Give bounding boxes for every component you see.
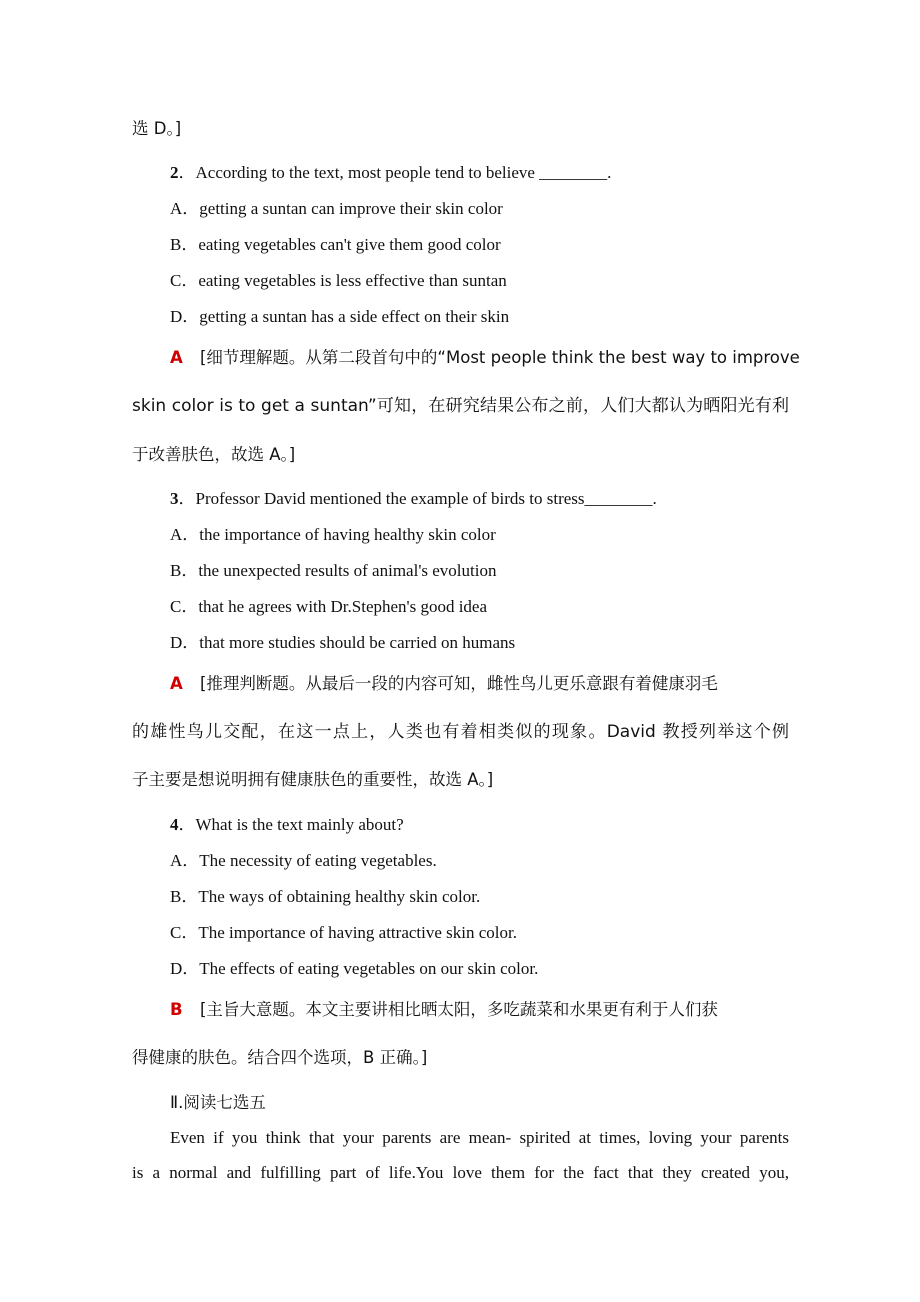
question-number: 3 (170, 489, 179, 508)
option-4c: C．The importance of having attractive skin color. (170, 923, 517, 942)
option-3c: C．that he agrees with Dr.Stephen's good idea (170, 597, 488, 616)
answer-key: B (170, 1000, 183, 1019)
passage-line: is a normal and fulfilling part of life.You love them for the fact that they created you, (132, 1163, 789, 1182)
option-3a: A．the importance of having healthy skin color (170, 525, 496, 544)
option-2d: D．getting a suntan has a side effect on their skin (170, 307, 510, 326)
passage-line: Even if you think that your parents are mean- spirited at times, loving your parents (170, 1128, 789, 1147)
explanation-line: 得健康的肤色。结合四个选项，B 正确。] (132, 1048, 428, 1067)
previous-explanation-tail: 选 D。] (132, 119, 182, 138)
answer-key: A (170, 674, 183, 693)
option-2c: C．eating vegetables is less effective than suntan (170, 271, 507, 290)
section-heading: Ⅱ.阅读七选五 (170, 1093, 266, 1112)
question-4: 4．What is the text mainly about? (170, 815, 404, 834)
question-3: 3．Professor David mentioned the example of birds to stress________. (170, 489, 657, 508)
option-3b: B．the unexpected results of animal's evolution (170, 561, 497, 580)
option-2b: B．eating vegetables can't give them good color (170, 235, 501, 254)
question-stem: Professor David mentioned the example of birds to stress________. (195, 489, 657, 508)
question-number: 4 (170, 815, 179, 834)
answer-key: A (170, 348, 183, 367)
question-2: 2．According to the text, most people tend to believe ________. (170, 163, 612, 182)
answer-2 (170, 347, 800, 369)
explanation-line: 于改善肤色，故选 A。] (132, 445, 296, 464)
option-4d: D．The effects of eating vegetables on our skin color. (170, 959, 539, 978)
question-stem: According to the text, most people tend to believe ________. (195, 163, 612, 182)
explanation-line: [细节理解题。从第二段首句中的“Most people think the best way to improve (200, 348, 800, 367)
explanation-line: 子主要是想说明拥有健康肤色的重要性，故选 A。] (132, 770, 494, 789)
answer-3 (170, 673, 718, 695)
question-stem: What is the text mainly about? (195, 815, 404, 834)
option-3d: D．that more studies should be carried on humans (170, 633, 516, 652)
question-number: 2 (170, 163, 179, 182)
answer-4 (170, 999, 718, 1021)
option-4b: B．The ways of obtaining healthy skin color. (170, 887, 481, 906)
explanation-line: 的雄性鸟儿交配，在这一点上，人类也有着相类似的现象。David 教授列举这个例 (132, 722, 789, 742)
explanation-line: skin color is to get a suntan”可知，在研究结果公布之前，人们大都认为晒阳光有利 (132, 396, 789, 416)
explanation-line: [主旨大意题。本文主要讲相比晒太阳，多吃蔬菜和水果更有利于人们获 (200, 1000, 718, 1019)
explanation-line: [推理判断题。从最后一段的内容可知，雌性鸟儿更乐意跟有着健康羽毛 (200, 674, 718, 693)
option-2a: A．getting a suntan can improve their skin color (170, 199, 503, 218)
option-4a: A．The necessity of eating vegetables. (170, 851, 437, 870)
